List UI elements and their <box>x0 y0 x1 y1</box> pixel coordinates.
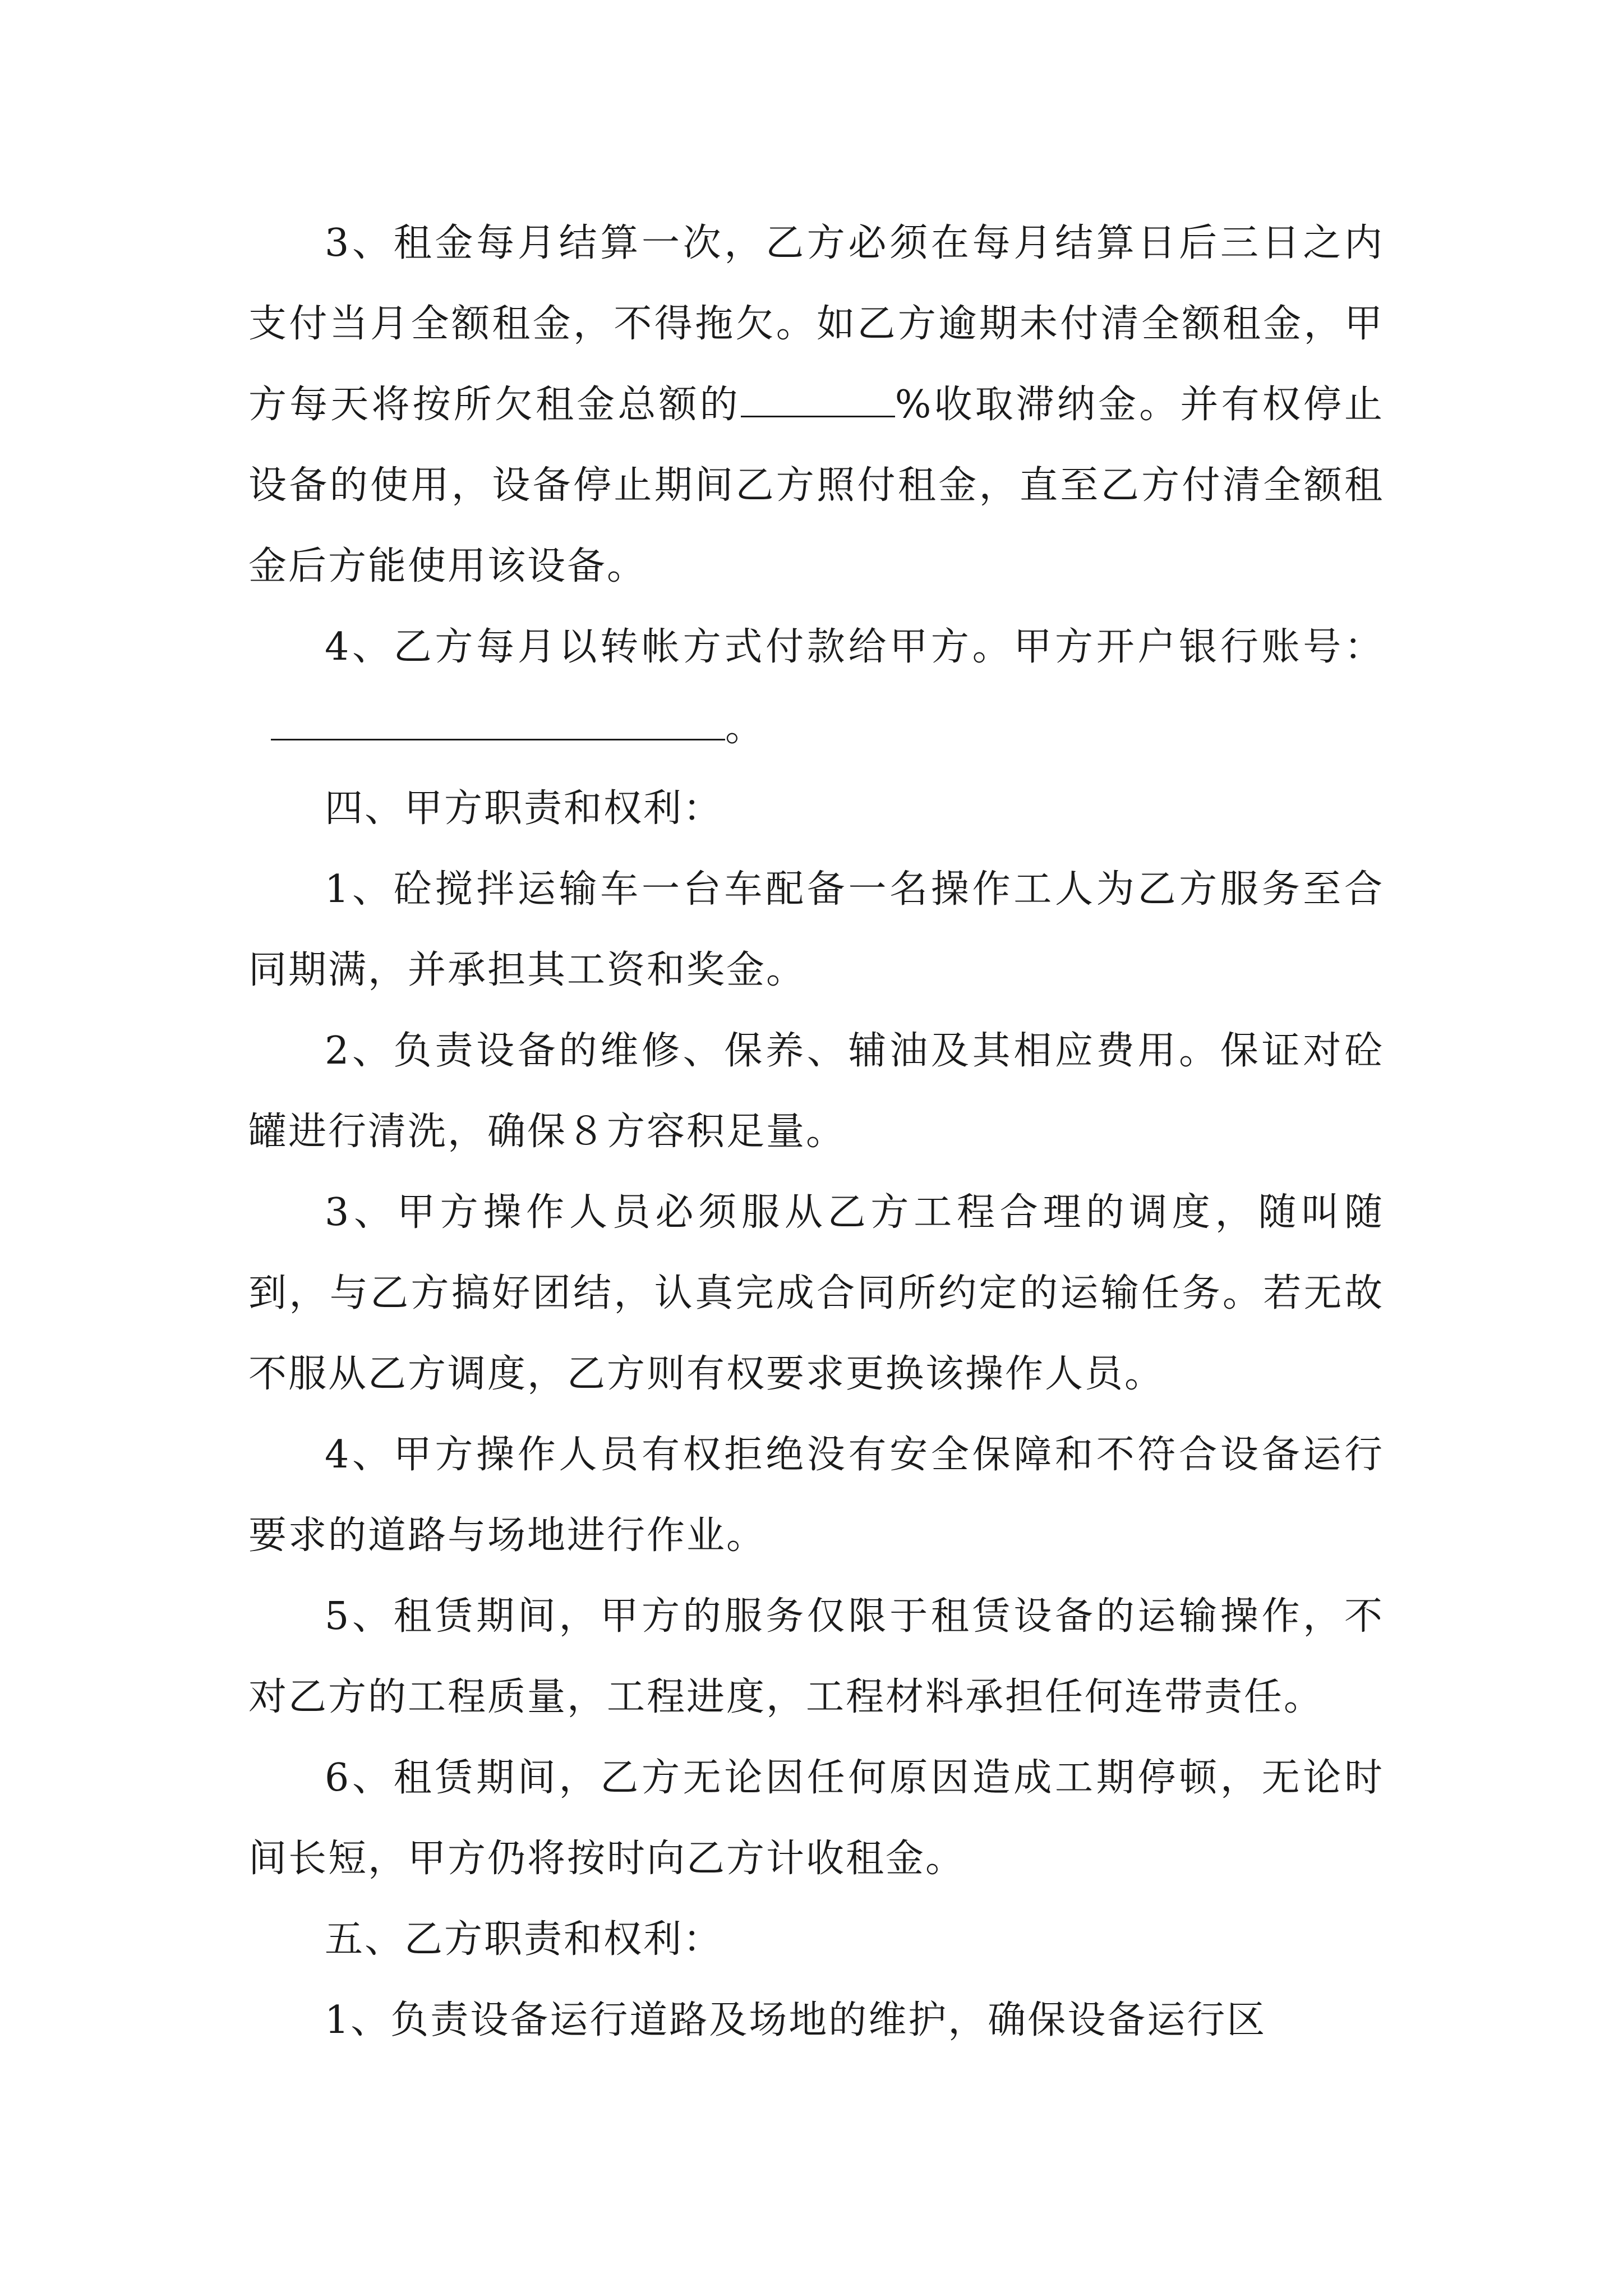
section-heading-party-b: 五、乙方职责和权利： <box>325 1917 723 1962</box>
party-b-clause-1: 1、负责设备运行道路及场地的维护，确保设备运行区 <box>325 1998 1267 2042</box>
bank-account-blank <box>271 707 725 740</box>
document-body <box>248 203 1384 2061</box>
section-heading-party-a: 四、甲方职责和权利： <box>325 786 723 831</box>
late-fee-rate-blank <box>741 384 895 417</box>
party-a-clause-3: 3、甲方操作人员必须服从乙方工程合理的调度，随叫随到，与乙方搞好团结，认真完成合同所约定的运输任务。若无故不服从乙方调度，乙方则有权要求更换该操作人员。 <box>248 1190 1384 1396</box>
clause-rent-settlement-text-1: 3、租金每月结算一次，乙方必须在每月结算日后三日之内支付当月全额租金，不得拖欠。如乙方逾期未付清全额租金，甲方每天将按所欠租金总额的 <box>248 221 1384 427</box>
party-a-clause-4: 4、甲方操作人员有权拒绝没有安全保障和不符合设备运行要求的道路与场地进行作业。 <box>248 1433 1384 1558</box>
party-a-clause-6: 6、租赁期间，乙方无论因任何原因造成工期停顿，无论时间长短，甲方仍将按时向乙方计收租金。 <box>248 1756 1384 1881</box>
clause-payment-method-text-1: 4、乙方每月以转帐方式付款给甲方。甲方开户银行账号： <box>325 625 1384 669</box>
party-a-clause-5: 5、租赁期间，甲方的服务仅限于租赁设备的运输操作，不对乙方的工程质量，工程进度，工程材料承担任何连带责任。 <box>248 1594 1384 1719</box>
party-a-clause-2: 2、负责设备的维修、保养、辅油及其相应费用。保证对砼罐进行清洗，确保８方容积足量。 <box>248 1029 1384 1154</box>
party-a-clause-1: 1、砼搅拌运输车一台车配备一名操作工人为乙方服务至合同期满，并承担其工资和奖金。 <box>248 867 1384 992</box>
clause-rent-settlement <box>248 203 1384 607</box>
clause-payment-method-text-2: 。 <box>725 706 766 750</box>
clause-rent-settlement-text-2: %收取滞纳金。并有权停止设备的使用，设备停止期间乙方照付租金，直至乙方付清全额租金后方能使用该设备。 <box>248 383 1384 588</box>
clause-payment-method <box>248 607 1384 769</box>
